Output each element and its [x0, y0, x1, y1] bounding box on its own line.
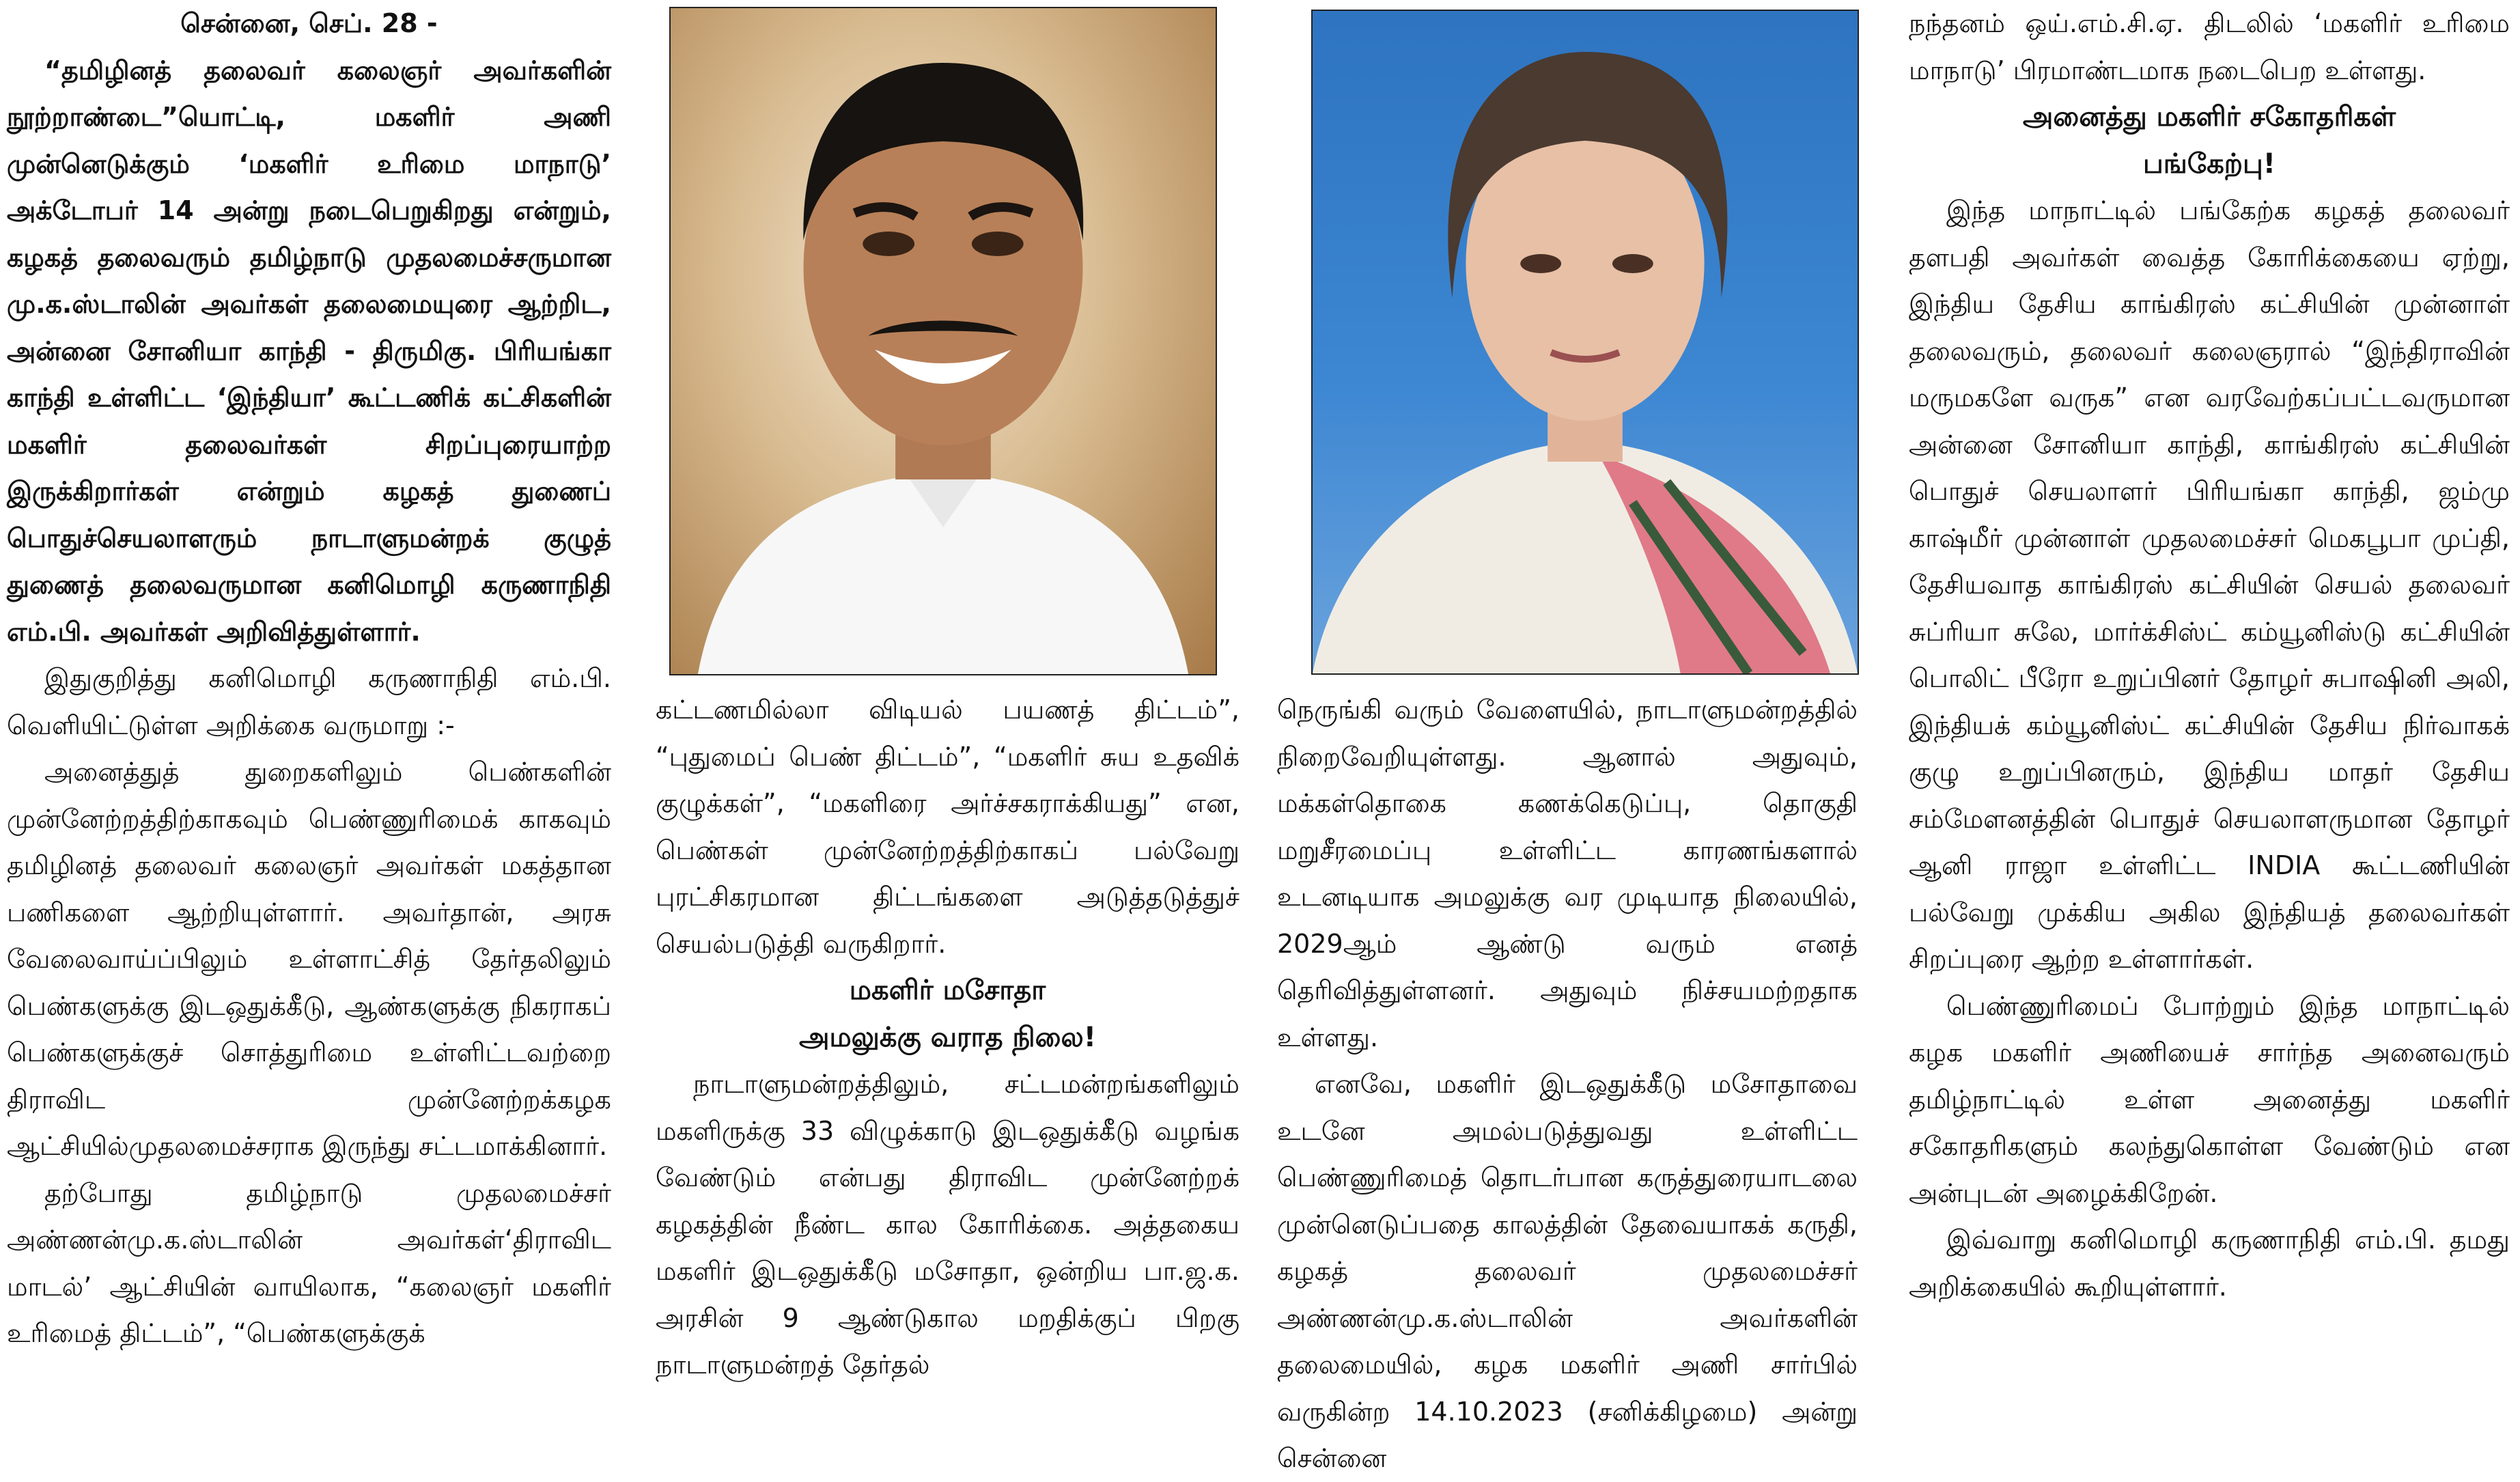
paragraph: தற்போது தமிழ்நாடு முதலமைச்சர் அண்ணன்மு.க.ஸ்டாலின் அவர்கள்‘திராவிட மாடல்’ ஆட்சியின் வாயிலாக, “கலைஞர் மகளிர் உரிமைத் திட்டம்”, “பெண்களுக்குக் — [7, 1177, 611, 1348]
paragraph: எனவே, மகளிர் இடஒதுக்கீடு மசோதாவை உடனே அமல்படுத்துவது உள்ளிட்ட பெண்ணுரிமைத் தொடர்பான கருத்துரையாடலை முன்னெடுப்பதை காலத்தின் தேவையாகக் கருதி, கழகத் தலைவர் முதலமைச்சர் அண்ணன்மு.க.ஸ்டாலின் அவர்களின் தலைமையில், கழக மகளிர் அணி சார்பில் வருகின்ற 14.10.2023 (சனிக்கிழமை) அன்று சென்னை — [1277, 1069, 1858, 1473]
article-column-2 — [656, 686, 1240, 1388]
paragraph: பெண்ணுரிமைப் போற்றும் இந்த மாநாட்டில் கழக மகளிர் அணியைச் சார்ந்த அனைவரும் தமிழ்நாட்டில் உள்ள அனைத்து மகளிர் சகோதரிகளும் கலந்துகொள்ள வேண்டும் என அன்புடன் அழைக்கிறேன். — [1909, 990, 2510, 1208]
dateline: சென்னை, செப். 28 - — [180, 8, 438, 38]
portrait-man-icon — [671, 8, 1216, 674]
paragraph: இந்த மாநாட்டில் பங்கேற்க கழகத் தலைவர் தளபதி அவர்கள் வைத்த கோரிக்கையை ஏற்று, இந்திய தேசிய காங்கிரஸ் கட்சியின் முன்னாள் தலைவரும், தலைவர் கலைஞரால் “இந்திராவின் மருமகளே வருக” என வரவேற்கப்பட்டவருமான அன்னை சோனியா காந்தி, காங்கிரஸ் கட்சியின் பொதுச் செயலாளர் பிரியங்கா காந்தி, ஜம்மு காஷ்மீர் முன்னாள் முதலமைச்சர் மெகபூபா முப்தி, தேசியவாத காங்கிரஸ் கட்சியின் செயல் தலைவர் சுப்ரியா சுலே, மார்க்சிஸ்ட் கம்யூனிஸ்டு கட்சியின் பொலிட் பீரோ உறுப்பினர் தோழர் சுபாஷினி அலி, இந்தியக் கம்யூனிஸ்ட் கட்சியின் தேசிய நிர்வாகக் குழு உறுப்பினரும், இந்திய மாதர் தேசிய சம்மேளனத்தின் பொதுச் செயலாளருமான தோழர் ஆனி ராஜா உள்ளிட்ட INDIA கூட்டணியின் பல்வேறு முக்கிய அகில இந்தியத் தலைவர்கள் சிறப்புரை ஆற்ற உள்ளார்கள். — [1909, 195, 2510, 974]
paragraph: நந்தனம் ஒய்.எம்.சி.ஏ. திடலில் ‘மகளிர் உரிமை மாநாடு’ பிரமாண்டமாக நடைபெற உள்ளது. — [1909, 8, 2510, 85]
subheading: அனைத்து மகளிர் சகோதரிகள் — [2022, 101, 2396, 132]
paragraph: கட்டணமில்லா விடியல் பயணத் திட்டம்”, “புதுமைப் பெண் திட்டம்”, “மகளிர் சுய உதவிக் குழுக்கள்”, “மகளிரை அர்ச்சகராக்கியது” என, பெண்கள் முன்னேற்றத்திற்காகப் பல்வேறு புரட்சிகரமான திட்டங்களை அடுத்தடுத்துச் செயல்படுத்தி வருகிறார். — [656, 695, 1240, 959]
lead-paragraph: “தமிழினத் தலைவர் கலைஞர் அவர்களின் நூற்றாண்டை”யொட்டி, மகளிர் அணி முன்னெடுக்கும் ‘மகளிர் உரிமை மாநாடு’ அக்டோபர் 14 அன்று நடைபெறுகிறது என்றும், கழகத் தலைவரும் தமிழ்நாடு முதலமைச்சருமான மு.க.ஸ்டாலின் அவர்கள் தலைமையுரை ஆற்றிட, அன்னை சோனியா காந்தி - திருமிகு. பிரியங்கா காந்தி உள்ளிட்ட ‘இந்தியா’ கூட்டணிக் கட்சிகளின் மகளிர் தலைவர்கள் சிறப்புரையாற்ற இருக்கிறார்கள் என்றும் கழகத் துணைப் பொதுச்செயலாளரும் நாடாளுமன்றக் குழுத் துணைத் தலைவருமான கனிமொழி கருணாநிதி எம்.பி. அவர்கள் அறிவித்துள்ளார். — [7, 55, 611, 647]
paragraph: இவ்வாறு கனிமொழி கருணாநிதி எம்.பி. தமது அறிக்கையில் கூறியுள்ளார். — [1909, 1225, 2510, 1302]
paragraph: அனைத்துத் துறைகளிலும் பெண்களின் முன்னேற்றத்திற்காகவும் பெண்ணுரிமைக் காகவும் தமிழினத் தலைவர் கலைஞர் அவர்கள் மகத்தான பணிகளை ஆற்றியுள்ளார். அவர்தான், அரசு வேலைவாய்ப்பிலும் உள்ளாட்சித் தேர்தலிலும் பெண்களுக்கு இடஒதுக்கீடு, ஆண்களுக்கு நிகராகப் பெண்களுக்குச் சொத்துரிமை உள்ளிட்டவற்றை திராவிட முன்னேற்றக்கழக ஆட்சியில்முதலமைச்சராக இருந்து சட்டமாக்கினார். — [7, 757, 611, 1161]
subheading: பங்கேற்பு! — [2142, 148, 2276, 180]
portrait-woman-photo — [1311, 10, 1859, 675]
paragraph: இதுகுறித்து கனிமொழி கருணாநிதி எம்.பி. வெளியிட்டுள்ள அறிக்கை வருமாறு :- — [7, 663, 611, 740]
subheading: மகளிர் மசோதா — [849, 975, 1046, 1006]
portrait-man-photo — [669, 7, 1217, 675]
subheading: அமலுக்கு வராத நிலை! — [799, 1021, 1096, 1053]
article-column-3 — [1277, 686, 1858, 1482]
paragraph: நாடாளுமன்றத்திலும், சட்டமன்றங்களிலும் மகளிருக்கு 33 விழுக்காடு இடஒதுக்கீடு வழங்க வேண்டும் என்பது திராவிட முன்னேற்றக் கழகத்தின் நீண்ட கால கோரிக்கை. அத்தகைய மகளிர் இடஒதுக்கீடு மசோதா, ஒன்றிய பா.ஜ.க. அரசின் 9 ஆண்டுகால மறதிக்குப் பிறகு நாடாளுமன்றத் தேர்தல் — [656, 1069, 1240, 1380]
article-column-1 — [7, 0, 611, 1357]
portrait-woman-icon — [1313, 11, 1858, 673]
article-column-4 — [1909, 0, 2510, 1310]
paragraph: நெருங்கி வரும் வேளையில், நாடாளுமன்றத்தில் நிறைவேறியுள்ளது. ஆனால் அதுவும், மக்கள்தொகை கணக்கெடுப்பு, தொகுதி மறுசீரமைப்பு உள்ளிட்ட காரணங்களால் உடனடியாக அமலுக்கு வர முடியாத நிலையில், 2029ஆம் ஆண்டு வரும் எனத் தெரிவித்துள்ளனர். அதுவும் நிச்சயமற்றதாக உள்ளது. — [1277, 695, 1858, 1052]
